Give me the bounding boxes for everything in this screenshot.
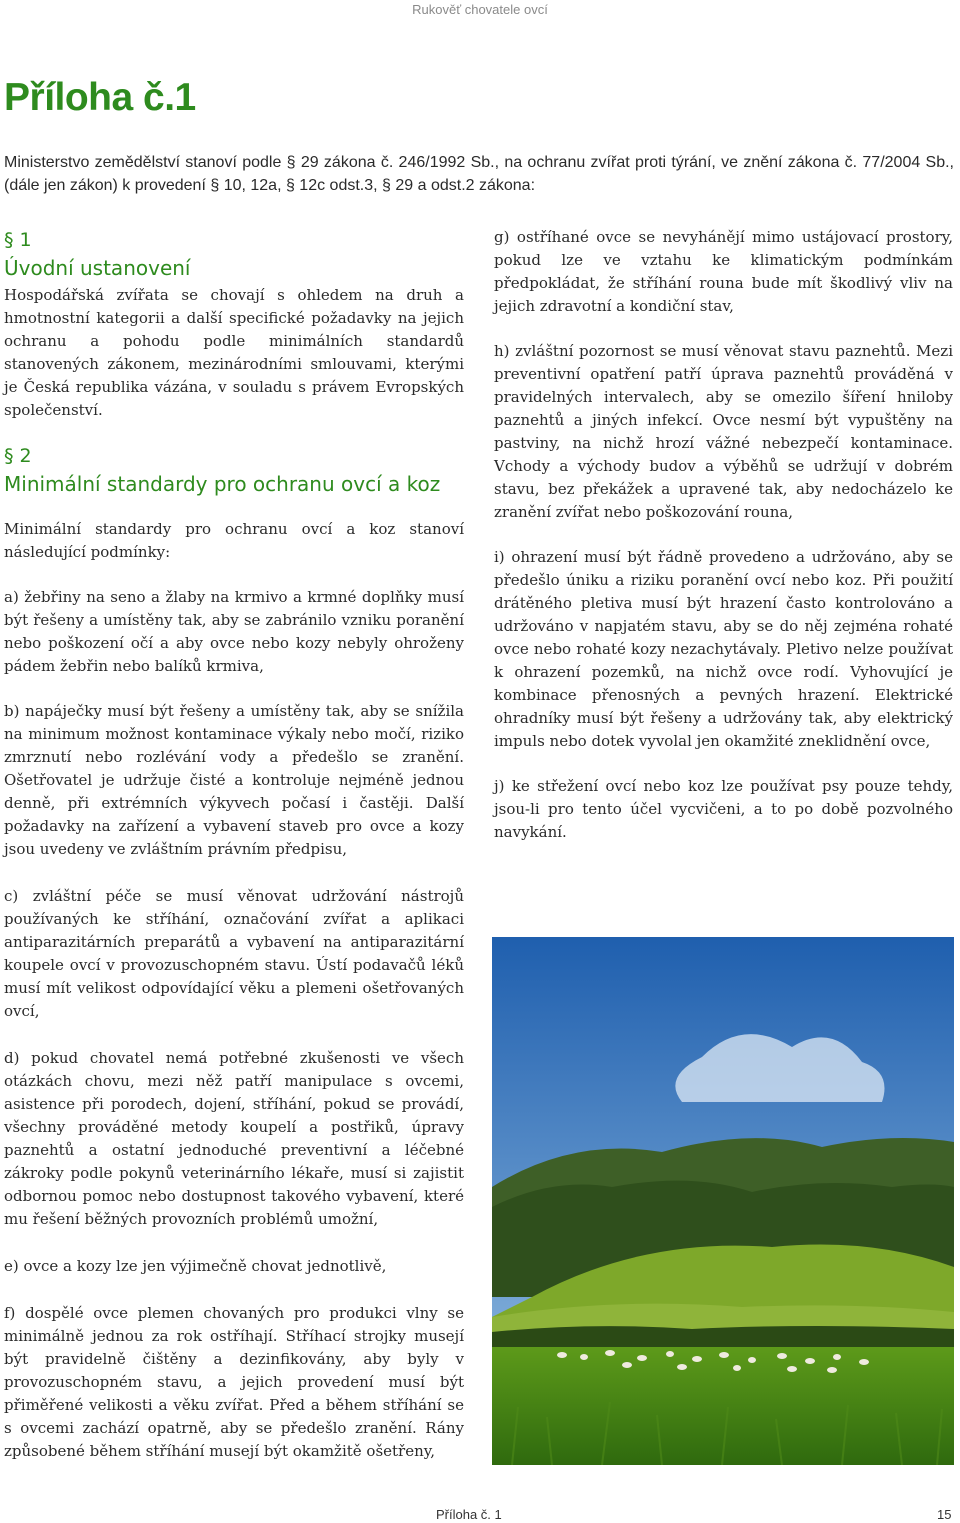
- section-2-title: Minimální standardy pro ochranu ovcí a koz: [4, 472, 441, 496]
- list-item-d: d) pokud chovatel nemá potřebné zkušenosti ve všech otázkách chovu, mezi něž patří manipulace s ovcemi, asistence při porodech, dojení, stříhání, pokud se provádí, všechny prováděné metody koupelí a postřiků, úpravy paznehtů a ostatní jednoduché preventivní a léčebné zákroky podle pokynů veterinárního lékaře, musí si zajistit odbornou pomoc nebo dostupnost takového vybavení, které mu řešení běžných provozních problémů umožní,: [4, 1049, 464, 1228]
- list-item-e: e) ovce a kozy lze jen výjimečně chovat jednotlivě,: [4, 1257, 387, 1275]
- list-item-h: h) zvláštní pozornost se musí věnovat stavu paznehtů. Mezi preventivní opatření patří úprava paznehtů prováděná v pravidelných intervalech, aby se omezilo šíření hniloby paznehtů a jiných infekcí. Ovce nesmí být vypuštěny na pastviny, na nichž hrozí vážné nebezpečí kontaminace. Vchody a východy budov a výběhů se udržují v dobrém stavu, bez překážek a upravené tak, aby nedocházelo ke zranění zvířat nebo poškozování rouna,: [494, 342, 953, 521]
- sheep-pasture-photo: [492, 937, 954, 1465]
- section-2-number: § 2: [4, 445, 32, 467]
- section-2-lead: Minimální standardy pro ochranu ovcí a koz stanoví následující podmínky:: [4, 520, 464, 561]
- footer-section-label: Příloha č. 1: [436, 1507, 502, 1522]
- list-item-i: i) ohrazení musí být řádně provedeno a udržováno, aby se předešlo úniku a riziku poranění ovcí nebo koz. Při použití drátěného pletiva musí být hrazení často kontrolováno a udržováno v napjatém stavu, aby se do něj zejména rohaté ovce nebo rohaté kozy nezachytávaly. Pletivo nelze používat k ohrazení pozemků, na nichž ovce rodí. Vyhovující je kombinace přenosných a pevných hrazení. Elektrické ohradníky musí být řešeny a udržovány tak, aby elektrický impuls nebo dotek vyvolal jen okamžité zneklidnění ovce,: [494, 548, 953, 750]
- right-column: [494, 226, 953, 844]
- footer-page-number: 15: [937, 1507, 952, 1522]
- list-item-c: c) zvláštní péče se musí věnovat udržování nástrojů používaných ke stříhání, označování zvířat a aplikaci antiparazitárních preparátů a vybavení na antiparazitární koupele ovcí v provozuschopném stavu. Ústí podavačů léků musí mít velikost odpovídající věku a plemeni ošetřovaných ovcí,: [4, 887, 464, 1020]
- list-item-j: j) ke střežení ovcí nebo koz lze používat psy pouze tehdy, jsou-li pro tento účel vycvičeni, a to po době pozvolného navykání.: [494, 777, 953, 841]
- list-item-a: a) žebřiny na seno a žlaby na krmivo a krmné doplňky musí být řešeny a umístěny tak, aby se zabránilo vzniku poranění nebo poškození očí a aby ovce nebo kozy nebyly ohroženy pádem žebřin nebo balíků krmiva,: [4, 588, 464, 675]
- list-item-b: b) napáječky musí být řešeny a umístěny tak, aby se snížila na minimum možnost kontaminace výkaly nebo močí, riziko zmrznutí nebo rozlévání vody a předešlo se zranění. Ošetřovatel je udržuje čisté a kontroluje nejméně jednou denně, při extrémních výkyvech počasí i častěji. Další požadavky na zařízení a vybavení staveb pro ovce a kozy jsou uvedeny ve zvláštním právním předpisu,: [4, 702, 464, 858]
- page-title: Příloha č.1: [4, 76, 196, 119]
- left-column: [4, 226, 464, 1463]
- section-1-title: Úvodní ustanovení: [4, 256, 191, 280]
- list-item-f: f) dospělé ovce plemen chovaných pro produkci vlny se minimálně jednou za rok ostříhají. Stříhací strojky musejí být pravidelně čištěny a dezinfikovány, aby byly v provozuschopném stavu, a jejich provedení musí být přiměřené velikosti a věku zvířat. Před a během stříhání se s ovcemi zachází opatrně, aby se předešlo zranění. Rány způsobené během stříhání musejí být okamžitě ošetřeny,: [4, 1304, 464, 1460]
- tree-line: [492, 1326, 954, 1349]
- running-header: Rukověť chovatele ovcí: [412, 2, 548, 17]
- section-1-text: Hospodářská zvířata se chovají s ohledem na druh a hmotnostní kategorii a další specifické požadavky na jejich ochranu a pohodu podle minimálních standardů stanovených zákonem, mezinárodními smlouvami, kterými je Česká republika vázána, v souladu s právem Evropských společenství.: [4, 286, 464, 419]
- intro-paragraph: Ministerstvo zemědělství stanoví podle § 29 zákona č. 246/1992 Sb., na ochranu zvířat proti týrání, ve znění zákona č. 77/2004 Sb., (dále jen zákon) k provedení § 10, 12a, § 12c odst.3, § 29 a odst.2 zákona:: [4, 154, 954, 194]
- section-1-number: § 1: [4, 229, 32, 251]
- list-item-g: g) ostříhané ovce se nevyhánějí mimo ustájovací prostory, pokud lze ve vztahu ke klimatickým podmínkám předpokládat, že stříhání rouna bude mít škodlivý vliv na jejich zdravotní a kondiční stav,: [494, 228, 953, 315]
